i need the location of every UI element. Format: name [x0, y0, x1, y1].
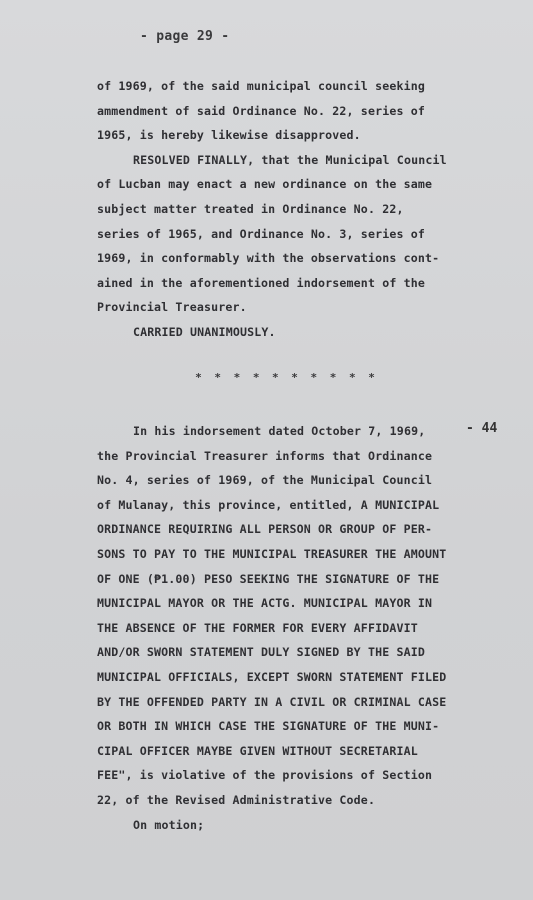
text-line: OR BOTH IN WHICH CASE THE SIGNATURE OF THE MUNI-	[97, 719, 440, 734]
text-line: of Mulanay, this province, entitled, A MUNICIPAL	[97, 497, 440, 512]
carried-line: CARRIED UNANIMOUSLY.	[133, 324, 276, 339]
text-line: 1965, is hereby likewise disapproved.	[97, 128, 361, 143]
text-line: CIPAL OFFICER MAYBE GIVEN WITHOUT SECRETARIAL	[97, 743, 418, 758]
text-line: 1969, in conformably with the observations cont-	[97, 251, 440, 266]
text-line: No. 4, series of 1969, of the Municipal Council	[97, 473, 433, 488]
text-line: of 1969, of the said municipal council seeking	[97, 79, 425, 93]
section-separator: * * * * * * * * * *	[195, 371, 378, 384]
text-line: ORDINANCE REQUIRING ALL PERSON OR GROUP OF PER-	[97, 522, 433, 537]
text-line: SONS TO PAY TO THE MUNICIPAL TREASURER THE AMOUNT	[97, 546, 447, 561]
text-line: RESOLVED FINALLY, that the Municipal Council	[133, 152, 447, 167]
text-line: MUNICIPAL OFFICIALS, EXCEPT SWORN STATEMENT FILED	[97, 669, 447, 684]
text-line: MUNICIPAL MAYOR OR THE ACTG. MUNICIPAL MAYOR IN	[97, 596, 433, 611]
text-line: THE ABSENCE OF THE FORMER FOR EVERY AFFIDAVIT	[97, 620, 418, 635]
text-line: of Lucban may enact a new ordinance on the same	[97, 177, 433, 192]
item-44-block	[97, 419, 477, 837]
text-line: AND/OR SWORN STATEMENT DULY SIGNED BY THE SAID	[97, 645, 425, 660]
text-line: FEE", is violative of the provisions of Section	[97, 768, 433, 783]
text-line: ained in the aforementioned indorsement of the	[97, 275, 425, 290]
text-line: BY THE OFFENDED PARTY IN A CIVIL OR CRIMINAL CASE	[97, 694, 447, 709]
text-line: ammendment of said Ordinance No. 22, series of	[97, 103, 425, 118]
margin-item-number: - 44	[466, 421, 498, 436]
text-line: 22, of the Revised Administrative Code.	[97, 792, 376, 807]
text-line: Provincial Treasurer.	[97, 300, 247, 315]
resolution-block	[97, 74, 477, 345]
text-line: subject matter treated in Ordinance No. 22,	[97, 201, 404, 216]
text-line: the Provincial Treasurer informs that Ordinance	[97, 448, 433, 463]
text-line: In his indorsement dated October 7, 1969,	[133, 424, 426, 438]
text-line: OF ONE (₱1.00) PESO SEEKING THE SIGNATURE OF THE	[97, 571, 440, 586]
text-line: series of 1965, and Ordinance No. 3, series of	[97, 226, 425, 241]
page-header: - page 29 -	[140, 29, 230, 44]
on-motion-line: On motion;	[133, 817, 205, 832]
